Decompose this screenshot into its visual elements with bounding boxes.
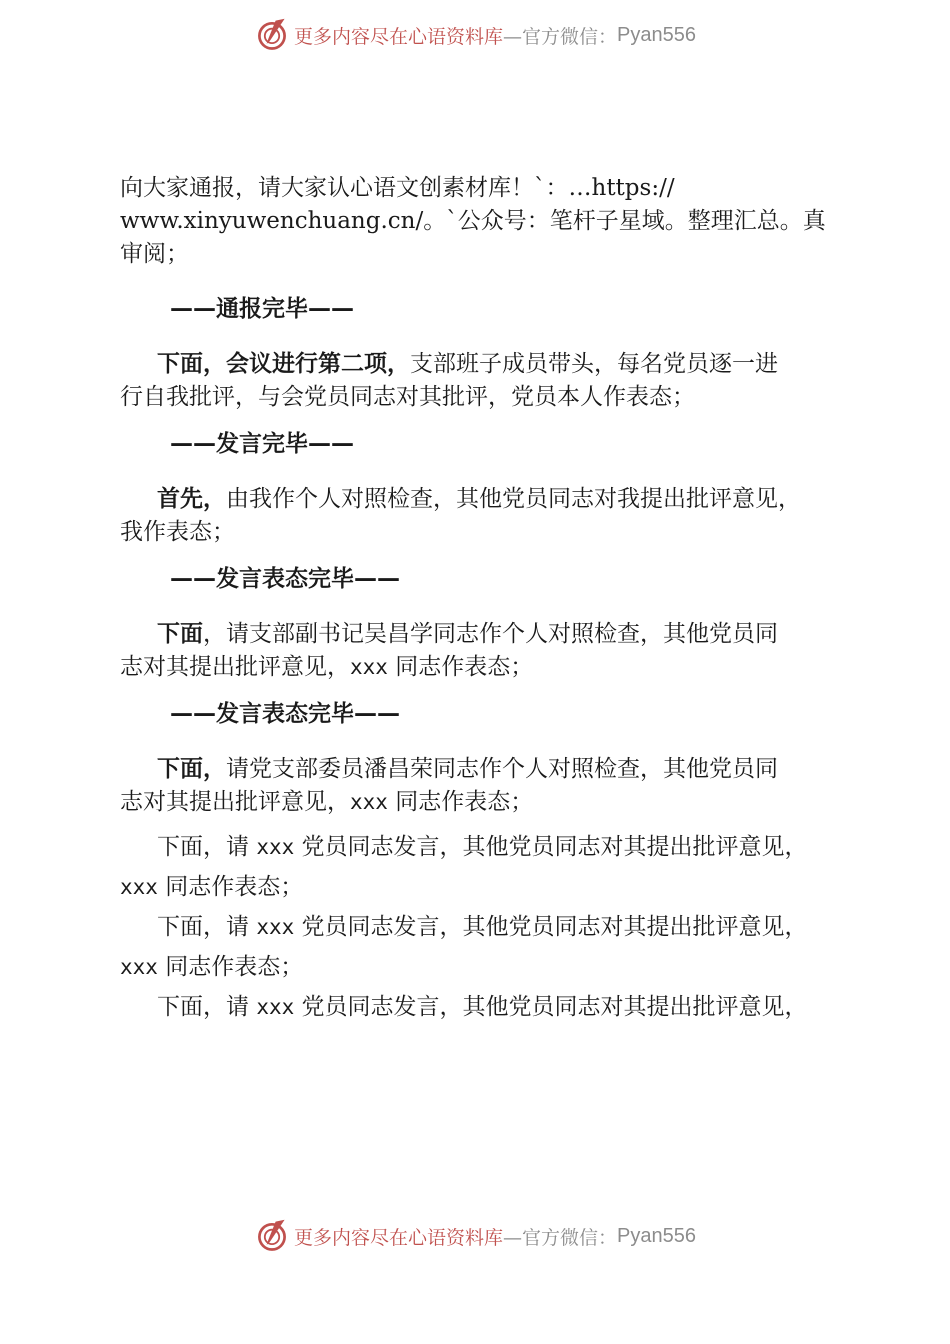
banner-red-text: 更多内容尽在心语资料库	[294, 1226, 504, 1249]
paragraph-deputy-secretary: 下面，请支部副书记吴昌学同志作个人对照检查，其他党员同 志对其提出批评意见，xxx 同志作表态；	[120, 621, 778, 680]
section-marker-statement-done-1: ——发言表态完毕——	[170, 566, 400, 592]
section-marker-statement-done-2: ——发言表态完毕——	[170, 701, 400, 727]
paragraph-member-speech-2: 下面，请 xxx 党员同志发言，其他党员同志对其提出批评意见， xxx 同志作表态；	[120, 914, 808, 980]
section-marker-speech-done: ——发言完毕——	[170, 431, 354, 457]
banner-wechat-id: Pyan556	[617, 23, 696, 46]
paragraph-member-speech-3: 下面，请 xxx 党员同志发言，其他党员同志对其提出批评意见，	[157, 994, 808, 1020]
quill-logo-icon	[254, 17, 290, 53]
header-watermark-banner	[0, 15, 950, 55]
paragraph-member-speech-1: 下面，请 xxx 党员同志发言，其他党员同志对其提出批评意见， xxx 同志作表态；	[120, 834, 808, 900]
paragraph-notice: 向大家通报，请大家认心语文创素材库！`：…https:// www.xinyuwenchuang.cn/。`公众号：笔杆子星域。整理汇总。真 审阅；	[120, 175, 826, 267]
section-marker-notice-done: ——通报完毕——	[170, 296, 354, 322]
banner-wechat-id: Pyan556	[617, 1224, 696, 1247]
paragraph-second-item: 下面，会议进行第二项，支部班子成员带头，每名党员逐一进 行自我批评，与会党员同志对其批评，党员本人作表态；	[120, 351, 778, 410]
banner-red-text: 更多内容尽在心语资料库	[294, 25, 504, 48]
paragraph-self-check: 首先，由我作个人对照检查，其他党员同志对我提出批评意见， 我作表态；	[120, 486, 801, 545]
document-body	[120, 172, 850, 1027]
banner-grey-text: —官方微信：	[503, 1226, 618, 1249]
paragraph-committee-member: 下面，请党支部委员潘昌荣同志作个人对照检查，其他党员同 志对其提出批评意见，xxx 同志作表态；	[120, 756, 778, 815]
quill-logo-icon	[254, 1218, 290, 1254]
banner-grey-text: —官方微信：	[503, 25, 618, 48]
footer-watermark-banner	[0, 1216, 950, 1256]
